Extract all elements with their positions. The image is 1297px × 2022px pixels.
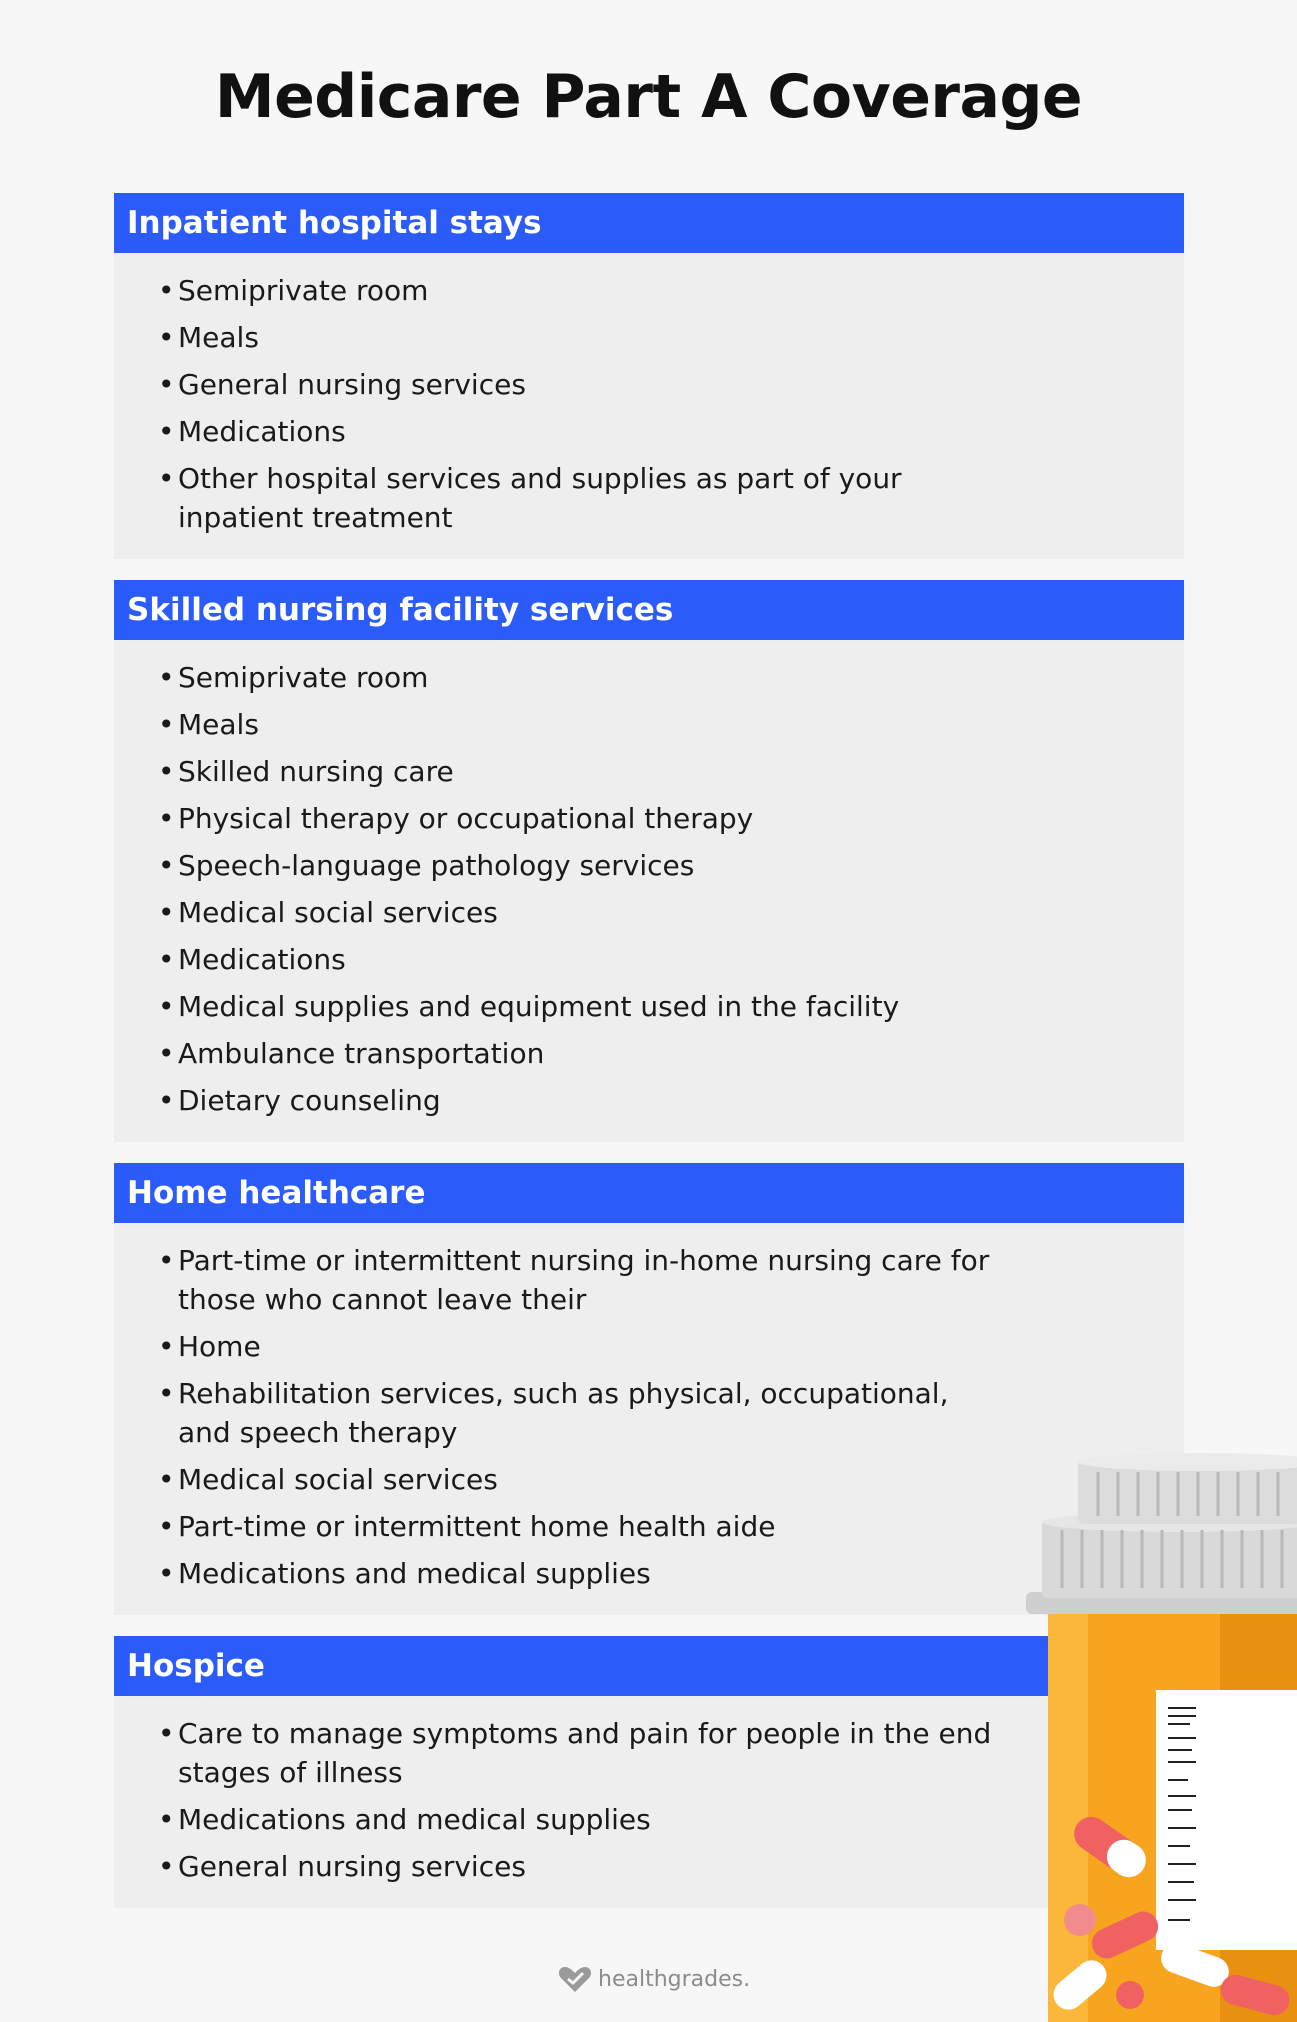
list-item: • General nursing services — [158, 365, 998, 404]
list-item: • Medications and medical supplies — [158, 1800, 998, 1839]
list-item: • Skilled nursing care — [158, 752, 998, 791]
bullet-list — [114, 271, 1184, 537]
healthgrades-heart-icon — [558, 1965, 592, 1993]
list-item: • Physical therapy or occupational therapy — [158, 799, 998, 838]
list-item: • Ambulance transportation — [158, 1034, 998, 1073]
bullet-list — [114, 658, 1184, 1120]
list-item: • Medications — [158, 412, 998, 451]
healthgrades-logo-text: healthgrades. — [598, 1966, 751, 1992]
list-item: • General nursing services — [158, 1847, 998, 1886]
pill-bottle-icon — [1020, 1450, 1297, 2022]
list-item: • Rehabilitation services, such as physical, occupational, and speech therapy — [158, 1374, 998, 1452]
list-item: • Speech-language pathology services — [158, 846, 998, 885]
section-heading: Skilled nursing facility services — [114, 580, 1184, 640]
list-item: • Home — [158, 1327, 998, 1366]
list-item: • Other hospital services and supplies as part of your inpatient treatment — [158, 459, 998, 537]
list-item: • Medical supplies and equipment used in the facility — [158, 987, 998, 1026]
list-item: • Part-time or intermittent nursing in-home nursing care for those who cannot leave their — [158, 1241, 998, 1319]
list-item: • Care to manage symptoms and pain for people in the end stages of illness — [158, 1714, 998, 1792]
list-item: • Meals — [158, 318, 998, 357]
healthgrades-logo — [558, 1962, 750, 1996]
page-title: Medicare Part A Coverage — [214, 62, 1083, 132]
section-body — [114, 253, 1184, 559]
list-item: • Semiprivate room — [158, 271, 998, 310]
section-skilled-nursing-facility-services — [114, 580, 1184, 1142]
section-heading: Home healthcare — [114, 1163, 1184, 1223]
list-item: • Medical social services — [158, 893, 998, 932]
list-item: • Meals — [158, 705, 998, 744]
section-heading: Hospice — [114, 1636, 1184, 1696]
list-item: • Part-time or intermittent home health aide — [158, 1507, 998, 1546]
section-body — [114, 640, 1184, 1142]
list-item: • Medical social services — [158, 1460, 998, 1499]
list-item: • Semiprivate room — [158, 658, 998, 697]
list-item: • Medications — [158, 940, 998, 979]
list-item: • Medications and medical supplies — [158, 1554, 998, 1593]
section-inpatient-hospital-stays — [114, 193, 1184, 559]
list-item: • Dietary counseling — [158, 1081, 998, 1120]
section-heading: Inpatient hospital stays — [114, 193, 1184, 253]
